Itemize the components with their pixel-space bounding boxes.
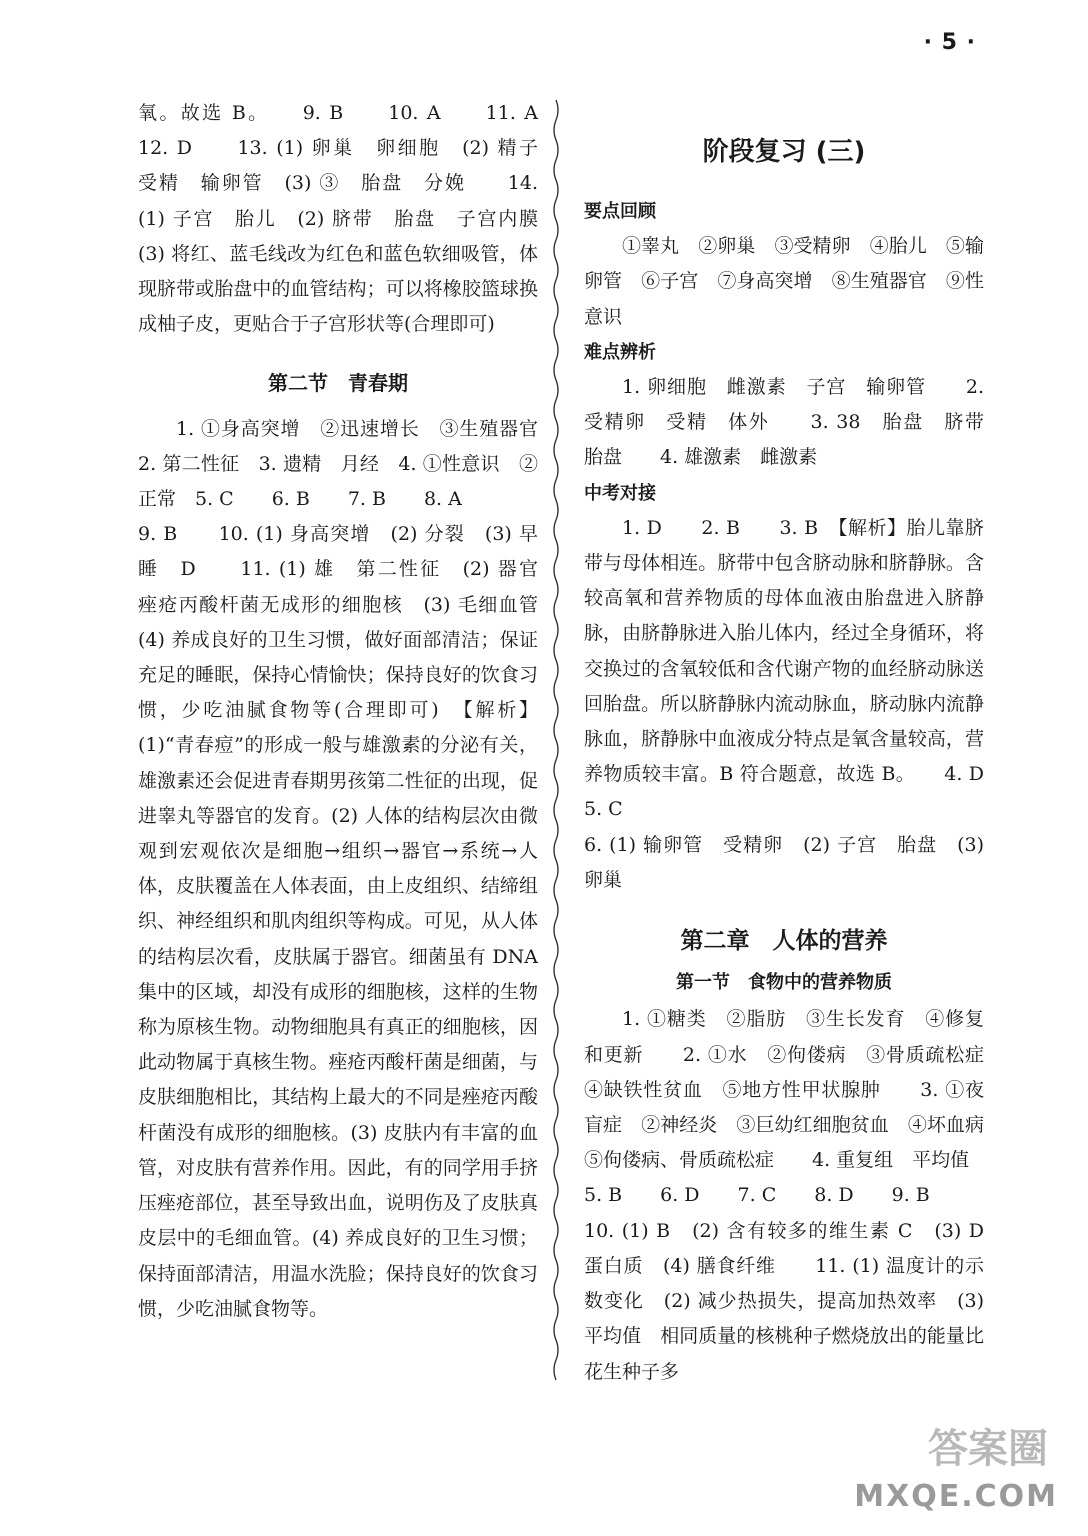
- answers-block-3: 9. B 10. (1) 身高突增 (2) 分裂 (3) 早睡 D 11. (1) 雄 第二性征 (2) 器官 痤疮丙酸杆菌无成形的细胞核 (3) 毛细血管 (4) 养成良好的卫生习惯，做好面部清洁；保证充足的睡眠，保持心情愉快；保持良好的饮食习惯，少吃油腻食物等(合理即可) 【解析】(1)“青春痘”的形成一般与雄激素的分泌有关，雄激素还会促进青春期男孩第二性征的出现，促进睾丸等器官的发育。(2) 人体的结构层次由微观到宏观依次是细胞→组织→器官→系统→人体，皮肤覆盖在人体表面，由上皮组织、结缔组织、神经组织和肌肉组织等构成。可见，从人体的结构层次看，皮肤属于器官。细菌虽有 DNA 集中的区域，却没有成形的细胞核，这样的生物称为原核生物。动物细胞具有真正的细胞核，因此动物属于真核生物。痤疮丙酸杆菌是细菌，与皮肤细胞相比，其结构上最大的不同是痤疮丙酸杆菌没有成形的细胞核。(3) 皮肤内有丰富的血管，对皮肤有营养作用。因此，有的同学用手挤压痤疮部位，甚至导致出血，说明伤及了皮肤真皮层中的毛细血管。(4) 养成良好的卫生习惯；保持面部清洁，用温水洗脸；保持良好的饮食习惯，少吃油腻食物等。: [138, 523, 558, 1320]
- page-number: · 5 ·: [923, 30, 976, 55]
- difficulty-answers: 1. 卵细胞 雌激素 子宫 输卵管 2. 受精卵 受精 体外 3. 38 胎盘 脐带 胎盘 4. 雄激素 雌激素: [584, 376, 1004, 469]
- exam-label: 中考对接: [584, 482, 656, 504]
- left-column: [138, 96, 577, 1327]
- exam-answers: 1. D 2. B 3. B 【解析】胎儿靠脐带与母体相连。脐带中包含脐动脉和脐静脉。含较高氧和营养物质的母体血液由胎盘进入脐静脉，由脐静脉进入胎儿体内，经过全身循环，将交换过的含氧较低和含代谢产物的血经脐动脉送回胎盘。所以脐静脉内流动脉血，脐动脉内流静脉血，脐静脉中血液成分特点是氧含量较高，营养物质较丰富。B 符合题意，故选 B。 4. D 5. C: [584, 516, 1023, 821]
- watermark-logo: 答案圈: [928, 1426, 1048, 1472]
- nutrient-answers-1: 1. ①糖类 ②脂肪 ③生长发育 ④修复和更新 2. ①水 ②佝偻病 ③骨质疏松症 ④缺铁性贫血 ⑤地方性甲状腺肿 3. ①夜盲症 ②神经炎 ③巨幼红细胞贫血 ④坏血病 ⑤佝偻病、骨质疏松症 4. 重复组 平均值: [584, 1008, 1004, 1172]
- answers-block-1: 氧。故选 B。 9. B 10. A 11. A 12. D 13. (1) 卵巢 卵细胞 (2) 精子 受精 输卵管 (3) ③ 胎盘 分娩 14. (1) 子宫 胎儿 (2) 脐带 胎盘 子宫内膜 (3) 将红、蓝毛线改为红色和蓝色软细吸管，体现脐带或胎盘中的血管结构；可以将橡胶篮球换成柚子皮，更贴合于子宫形状等(合理即可): [138, 102, 577, 336]
- nutrient-answers-2: 5. B 6. D 7. C 8. D 9. B: [584, 1184, 930, 1207]
- section-title-puberty: 第二节 青春期: [268, 371, 408, 396]
- difficulty-label: 难点辨析: [584, 341, 656, 363]
- answers-block-2: 1. ①身高突增 ②迅速增长 ③生殖器官 2. 第二性征 3. 遗精 月经 4. ①性意识 ②正常 5. C 6. B 7. B 8. A: [138, 417, 558, 511]
- nutrient-answers-3: 10. (1) B (2) 含有较多的维生素 C (3) D 蛋白质 (4) 膳食纤维 11. (1) 温度计的示数变化 (2) 减少热损失，提高加热效率 (3) 平均值 相同质量的核桃种子燃烧放出的能量比花生种子多: [584, 1219, 1004, 1383]
- chapter-title: 第二章 人体的营养: [680, 928, 888, 955]
- section-title-nutrients: 第一节 食物中的营养物质: [676, 972, 892, 994]
- watermark-url: MXQE.COM: [854, 1479, 1058, 1514]
- review-title: 阶段复习 (三): [702, 137, 866, 167]
- right-column: [584, 130, 1023, 1390]
- key-points: ①睾丸 ②卵巢 ③受精卵 ④胎儿 ⑤输卵管 ⑥子宫 ⑦身高突增 ⑧生殖器官 ⑨性意识: [584, 235, 984, 328]
- key-points-label: 要点回顾: [584, 201, 656, 222]
- column-divider: [550, 100, 562, 1380]
- exam-answer-6: 6. (1) 输卵管 受精卵 (2) 子宫 胎盘 (3) 卵巢: [584, 833, 984, 891]
